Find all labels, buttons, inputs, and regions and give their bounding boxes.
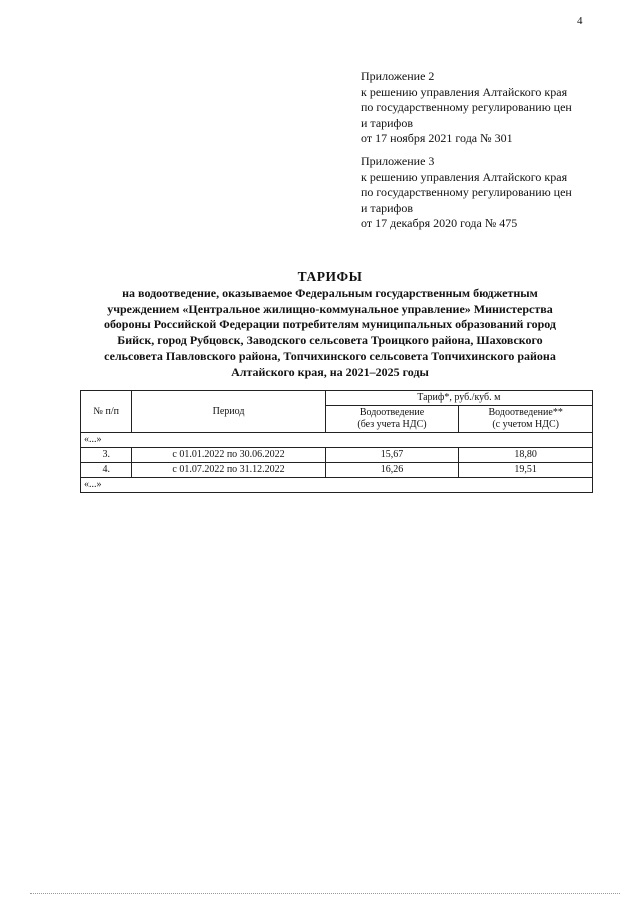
page-number: 4 (577, 15, 583, 27)
row-num: 3. (81, 448, 132, 463)
header-without-vat (325, 406, 459, 433)
document-title-block (80, 269, 580, 381)
title-line: сельсовета Павловского района, Топчихинского сельсовета Топчихинского района (104, 348, 556, 363)
title-line: обороны Российской Федерации потребителям муниципальных образований город (103, 317, 557, 332)
appendix-3-line: от 17 декабря 2020 года № 475 (361, 216, 518, 231)
appendix-3-header (361, 154, 621, 232)
row-period: с 01.07.2022 по 31.12.2022 (132, 463, 325, 478)
ellipsis-bottom: «...» (81, 478, 593, 493)
appendix-2-line: от 17 ноября 2021 года № 301 (361, 131, 513, 146)
table-header-row (81, 391, 593, 406)
appendix-3-line: Приложение 3 (361, 154, 435, 168)
table-row-ellipsis (81, 433, 593, 448)
title-line: на водоотведение, оказываемое Федеральным государственным бюджетным (122, 285, 538, 300)
appendix-2-line: Приложение 2 (361, 69, 435, 83)
table-row (81, 463, 593, 478)
table-row (81, 448, 593, 463)
tariff-table (80, 390, 593, 493)
appendix-3-line: по государственному регулированию цен (361, 185, 572, 200)
title-line: учреждением «Центральное жилищно-коммунальное управление» Министерства (107, 301, 553, 316)
appendix-3-line: к решению управления Алтайского края (361, 169, 568, 184)
row-period: с 01.01.2022 по 30.06.2022 (132, 448, 325, 463)
appendix-2-line: и тарифов (361, 115, 414, 130)
header-without-vat-line2: (без учета НДС) (357, 419, 427, 430)
row-with-vat: 18,80 (459, 448, 593, 463)
document-title: ТАРИФЫ (297, 269, 363, 284)
appendix-2-header (361, 69, 621, 147)
ellipsis-top: «...» (81, 433, 593, 448)
page-bottom-edge (30, 893, 620, 894)
header-with-vat (459, 406, 593, 433)
appendix-2-line: к решению управления Алтайского края (361, 84, 568, 99)
row-with-vat: 19,51 (459, 463, 593, 478)
table-row-ellipsis (81, 478, 593, 493)
title-line: Бийск, город Рубцовск, Заводского сельсовета Троицкого района, Шаховского (117, 333, 543, 348)
header-period: Период (132, 391, 325, 433)
appendix-3-line: и тарифов (361, 200, 414, 215)
header-with-vat-line2: (с учетом НДС) (492, 419, 559, 430)
header-with-vat-line1: Водоотведение** (488, 407, 563, 418)
row-without-vat: 16,26 (325, 463, 459, 478)
header-without-vat-line1: Водоотведение (359, 407, 425, 418)
row-without-vat: 15,67 (325, 448, 459, 463)
header-tariff-group: Тариф*, руб./куб. м (325, 391, 592, 406)
appendix-2-line: по государственному регулированию цен (361, 100, 572, 115)
row-num: 4. (81, 463, 132, 478)
title-line: Алтайского края, на 2021–2025 годы (231, 364, 429, 379)
header-num: № п/п (81, 391, 132, 433)
